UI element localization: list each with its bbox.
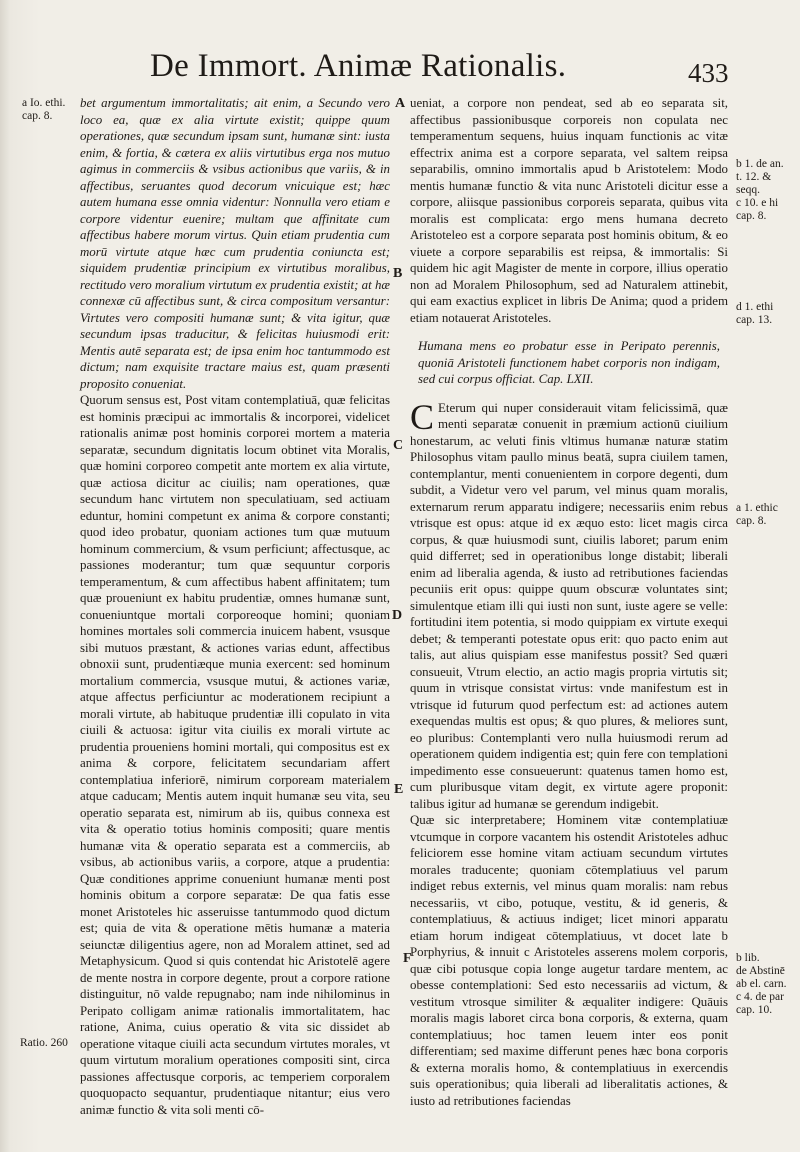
drop-cap: C	[410, 396, 435, 437]
left-text-column	[80, 95, 390, 1118]
right-text-column	[410, 95, 728, 1109]
section-letter: E	[394, 782, 404, 797]
margin-note-right: d 1. ethi cap. 13.	[736, 301, 774, 326]
chapter-heading: Humana mens eo probatur esse in Peripato perennis, quoniā Aristoteli functionem habet corporis non indigam, sed cui corpus officiat. Cap. LXII.	[418, 339, 720, 386]
section-letter: C	[393, 438, 404, 453]
page-number: 433	[688, 58, 729, 88]
section-letter: D	[392, 608, 403, 623]
margin-note-right: b 1. de an. t. 12. & seqq. c 10. e hi cap. 8.	[736, 158, 784, 222]
paragraph: ueniat, a corpore non pendeat, sed ab eo separata sit, affectibus passionibusque corporeis non copulata nec temperamentum sequens, huius inquam functionis ac vitæ effectrix anima est a corpore separata, vel saltem reipsa separabilis, omnino immortalis apud b Aristotelem: Modo mentis humanæ functio & vita nunc Aristoteli dicitur esse a corpore, aliisque passionibus corporeis separata, quibus vita moralis est complicata: ergo mens humana decreto Aristoteleo est a corpore separata post hominis obitum, & eo viuete a corpore separabilis est reipsa, & immortalis: Si quidem hic agit Magister de mente in corpore, illius operatio non ad Moralem Philosophum, sed ad Naturalem attinebit, qui eam exactius explicet in libris De Anima; quod a pridem etiam notauerat Aristoteles.	[410, 96, 728, 325]
section-letter: A	[395, 96, 406, 111]
paragraph-text: Eterum qui nuper considerauit vitam felicissimā, quæ menti separatæ conuenit in præmium actionū ciuilium honestarum, ac veluti finis vltimus humanæ naturæ statim Philosophus vitam paullo minus beatā, supra ciuilem tamen, contemplantur, menti conuenientem in corpore degenti, dum subdit, a Videtur vero vel parum, vel minus quam moralis, externarum rerum apparatu indigere; necessariis enim rebus vtrisque est opus: atque id ex æquo esto: licet magis circa corpus, & quæ huiusmodi sunt, ciuilis laboret; parum enim quid differret; sed in operationibus longe distabit; liberali enim ad liberalia agenda, & iusto ad retributiones faciendas pecuniis erit opus: quippe quum obscuræ voluntates sint; simulentque etiam illi qui iusti non sunt, iuste agere se velle: fortitudini item potentia, si modo quippiam ex virtute exequi debet; & temperanti potestate opus erit: quo pacto enim aut talis, aut alius quispiam esse manifestus possit? Sed quæri consueuit, Vtrum electio, an actio magis propria virtutis sit; quum in vtrisque consistat virtus: vnde manifestum est in vtrisque id futurum quod perfectum est: ad actiones autem exequendas multis est opus; & quo plures, & meliores sunt, eo pluribus: Contemplanti vero nulla huiusmodi rerum ad operationem quidem indigentia est; quin fere con templationi impedimento esse consueuerunt: quatenus tamen homo est, cum pluribusque vitam degit, ex virtute agere proponit: talibus igitur ad humanæ se gerendum indigebit.	[410, 400, 728, 811]
margin-note-left: a Io. ethi. cap. 8.	[22, 97, 66, 122]
paragraph	[410, 396, 728, 813]
paragraph: Quorum sensus est, Post vitam contemplatiuā, quæ felicitas est hominis præcipui ac immortalis & incorporei, videlicet rationalis animæ post hominis corporei mortem a materia separatæ, secundum dignitatis locum obtinet vita Moralis, quæ homini corporeo competit ante mortem ex alia virtute, quæ actiosa dicitur ac ciuilis; nam operationes, quæ secundum hanc virtutem non speculatiuam, sed actiuam eduntur, homini competunt ex anima & corpore constanti; quod ideo probatur, quoniam actiones tum quæ mutuum hominum commercium, & vsum perficiunt; affectusque, ac passiones moderantur; tum quæ sequuntur corporis temperamentum, & cum affectibus habent affinitatem; tum quæ proueniunt ex habitu prudentiæ, omnes humanæ sunt, conueniuntque mortali corporeoque homini; quoniam homines mortales soli commercia inuicem habent, vsusque sibi mutuos præstant, & actiones varias edunt, affectibus obnoxii sunt, prudentiæque munia exercent: sed hominum mortalium commercia, vsusque mutui, & actiones variæ, atque affectus perficiuntur ac moderationem recipiunt a morali virtute, ab habituque prudentiæ illi copulato in vita ciuili & actuosa: igitur vita ciuilis ex morali virtute ac prudentia proueniens homini mortali, qui compositus est ex anima & corpore, felicitatem secundariam affert contemplatiua inferiorē, nimirum corpoream materialem atque caducam; Mentis autem inquit humanæ seu vita, seu operatio separata est, nimirum ab iis, quibus connexa est vita & operatio totius hominis compositi; quare mentis humanæ vita & operatio separata est a commerciis, ab vsibus, ab actionibus variis, a corpore, atque a prudentia: Quæ conditiones apprime conueniunt humanæ menti post hominis obitum a corpore separatæ: De qua fatis esse monet Aristoteles hic asseruisse tantummodo quod dictum est; quia de vita & operatione mētis humanæ a materia seiunctæ diligentius agere, non ad Moralem attinet, sed ad Metaphysicum. Quod si quis contendat hic Aristotelē agere de mente nostra in corpore degente, prout a corpore ratione distinguitur, nō valde repugnabo; nam inde nihilominus in Peripato colligam animæ rationalis immortalitatem, hac ratione, Anima, cuius operatio & vita sic dissidet ab operatione vitaque ciuili acta secundum virtutes morales, vt quum virtutum moralium operationes compositi sint, circa passiones affectusque corporis, ac temperiem corporalem quoquopacto sequantur, prudentiaque nitantur; eius vero animæ functio & vita soli menti cō-	[80, 393, 390, 1117]
section-letter: F	[403, 951, 412, 966]
paragraph: Quæ sic interpretabere; Hominem vitæ contemplatiuæ vtcumque in corpore vacantem his ostendit Aristoteles adhuc feliciorem esse homine vitam actiuam secundum virtutes morales traducente; quoniam cōtemplatiuus vel parum indiget rebus externis, vel minus quam moralis: nam rebus necessariis, vt cibo, potuque, vestitu, & id generis, & contemplatiuus, & actiuus indiget; licet minori apparatu etiam horum indigeat cōtemplatiuus, vt docet late b Porphyrius, & innuit c Aristoteles asserens molem corporis, quæ cibi potusque copia longe augetur tardare mentem, ac obesse contemplationi: Sed esto necessariis ad victum, & vestitum vtrosque similiter & æqualiter indigere: Quāuis moralis magis laboret circa bona corporis, & externa, quam contemplatiuus; hoc tamen leuem inter eos ponit differentiam; sed maxime differunt penes hæc bona corporis & externa moralis homo, & contemplatiuus in exercendis suis operationibus; quia liberali ad liberalitatis actiones, & iusto ad retributiones faciendas	[410, 813, 728, 1108]
margin-note-right: b lib. de Abstinē ab el. carn. c 4. de par cap. 10.	[736, 952, 787, 1016]
paragraph: bet argumentum immortalitatis; ait enim, a Secundo vero loco ea, quæ ex alia virtute existit; quippe quum operationes, quæ secundum ipsam sunt, humanæ sint: iusta enim, & fortia, & cætera ex aliis virtutibus erga nos mutuo agimus in commerciis & vsibus actionibus que variis, & in affectibus, seruantes quod decorum vnicuique est; hæc autem humana esse omnia videntur: Nonnulla vero etiam e corpore videntur euenire; multam que affinitate cum affectibus habere morum virtus. Quin etiam prudentia cum morū virtute atque hæc cum prudentia coniuncta est; siquidem prudentiæ principium ex virtutibus moralibus, rectitudo vero moralium virtutum ex prudentia existit; at hæ connexæ cū affectibus sunt, & circa compositum versantur: Virtutes vero compositi humanæ sunt; & vita igitur, quæ secundum ipsas traducitur, & felicitas huiusmodi erit: Mentis autē separata est; de ipsa enim hoc tantummodo est dictum; nam exquisite tractare maius est, quam præsenti proposito conueniat.	[80, 96, 390, 391]
margin-note-left: Ratio. 260	[20, 1037, 68, 1049]
section-letter: B	[393, 266, 403, 281]
margin-note-right: a 1. ethic cap. 8.	[736, 502, 778, 527]
running-head: De Immort. Animæ Rationalis.	[150, 48, 567, 84]
